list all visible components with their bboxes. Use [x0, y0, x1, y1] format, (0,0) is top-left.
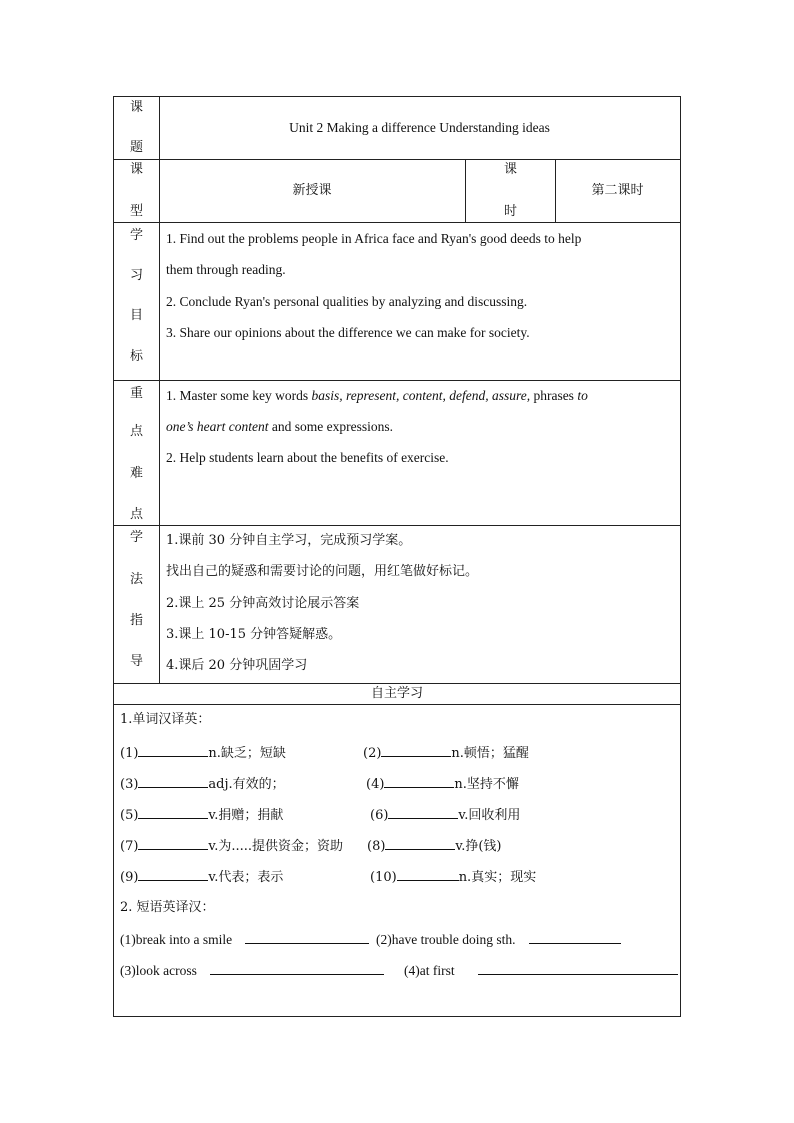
- text: 1. Master some key words: [166, 388, 312, 403]
- answer-blank[interactable]: [478, 962, 678, 975]
- answer-blank[interactable]: [384, 775, 454, 788]
- answer-blank[interactable]: [381, 744, 451, 757]
- phrase: (1)break into a smile: [120, 932, 233, 947]
- method-line: 2.课上 25 分钟高效讨论展示答案: [166, 596, 360, 611]
- answer-blank[interactable]: [138, 868, 208, 881]
- key-point-line: 2. Help students learn about the benefits of exercise.: [166, 450, 449, 465]
- text: to: [577, 388, 588, 403]
- word-item: [120, 744, 286, 762]
- row-divider: [113, 159, 681, 160]
- row-divider: [113, 380, 681, 381]
- table-border: [113, 96, 681, 97]
- label-char: 目: [130, 308, 144, 323]
- text: phrases: [530, 388, 578, 403]
- answer-blank[interactable]: [388, 806, 458, 819]
- label-char: 型: [130, 204, 144, 219]
- word-meaning: n.坚持不懈: [454, 777, 519, 792]
- label-char: 指: [130, 613, 144, 628]
- key-words: basis, represent, content, defend, assure,: [311, 388, 531, 403]
- item-number: (5): [120, 808, 139, 823]
- word-meaning: n.顿悟；猛醒: [451, 746, 529, 761]
- label-char: 习: [130, 268, 144, 283]
- objective-line: 1. Find out the problems people in Africa face and Ryan's good deeds to help: [166, 231, 582, 246]
- answer-blank[interactable]: [529, 931, 621, 944]
- section-heading: 2. 短语英译汉：: [120, 900, 215, 915]
- section-title: 自主学习: [370, 686, 423, 701]
- word-meaning: v.回收利用: [458, 808, 521, 823]
- phrase-item: [120, 931, 369, 948]
- key-point-line: [166, 388, 588, 404]
- lesson-title: Unit 2 Making a difference Understanding ideas: [289, 120, 550, 135]
- label-char: 课: [504, 162, 518, 177]
- lesson-period: 第二课时: [591, 183, 644, 198]
- label-char: 重: [130, 386, 144, 401]
- word-item: [370, 868, 536, 886]
- answer-blank[interactable]: [385, 837, 455, 850]
- column-divider: [465, 159, 466, 222]
- label-char: 标: [130, 349, 144, 364]
- word-item: [363, 744, 529, 762]
- method-line: 找出自己的疑惑和需要讨论的问题，用红笔做好标记。: [166, 564, 479, 579]
- table-border: [113, 1016, 681, 1017]
- word-meaning: v.挣(钱): [455, 839, 502, 854]
- label-char: 点: [130, 507, 144, 522]
- label-char: 课: [130, 100, 144, 115]
- label-char: 学: [130, 530, 144, 545]
- label-char: 题: [130, 140, 144, 155]
- answer-blank[interactable]: [138, 806, 208, 819]
- word-meaning: v.代表；表示: [208, 870, 284, 885]
- item-number: (2): [363, 746, 382, 761]
- answer-blank[interactable]: [210, 962, 384, 975]
- method-line: 3.课上 10-15 分钟答疑解惑。: [166, 627, 342, 642]
- label-char: 课: [130, 162, 144, 177]
- answer-blank[interactable]: [397, 868, 459, 881]
- objective-line: 2. Conclude Ryan's personal qualities by analyzing and discussing.: [166, 294, 528, 309]
- word-item: [370, 806, 520, 824]
- phrase-item: [120, 962, 384, 979]
- row-divider: [113, 525, 681, 526]
- label-char: 法: [130, 572, 144, 587]
- phrase-item: [376, 931, 621, 948]
- answer-blank[interactable]: [138, 837, 208, 850]
- table-border: [113, 96, 114, 1017]
- word-item: [120, 837, 343, 855]
- answer-blank[interactable]: [138, 744, 208, 757]
- section-heading: 1.单词汉译英：: [120, 712, 211, 727]
- phrase: (2)have trouble doing sth.: [376, 932, 516, 947]
- word-item: [120, 868, 283, 886]
- table-border: [680, 96, 681, 1017]
- text: and some expressions.: [268, 419, 393, 434]
- phrase: (3)look across: [120, 963, 197, 978]
- answer-blank[interactable]: [245, 931, 369, 944]
- word-meaning: v.捐赠；捐献: [208, 808, 284, 823]
- word-meaning: adj.有效的；: [208, 777, 285, 792]
- label-char: 时: [504, 204, 518, 219]
- lesson-type: 新授课: [292, 183, 332, 198]
- item-number: (4): [366, 777, 385, 792]
- row-divider: [113, 683, 681, 684]
- phrase-item: [404, 962, 678, 979]
- label-char: 难: [130, 466, 144, 481]
- label-char: 学: [130, 228, 144, 243]
- phrase: (4)at first: [404, 963, 455, 978]
- answer-blank[interactable]: [138, 775, 208, 788]
- key-point-line: [166, 419, 393, 435]
- word-item: [366, 775, 519, 793]
- item-number: (8): [367, 839, 386, 854]
- label-char: 点: [130, 424, 144, 439]
- word-item: [120, 806, 283, 824]
- method-line: 1.课前 30 分钟自主学习，完成预习学案。: [166, 533, 412, 548]
- word-item: [120, 775, 285, 793]
- row-divider: [113, 704, 681, 705]
- item-number: (1): [120, 746, 139, 761]
- word-meaning: v.为.....提供资金；资助: [208, 839, 344, 854]
- objective-line: them through reading.: [166, 262, 286, 277]
- word-meaning: n.缺乏；短缺: [208, 746, 286, 761]
- item-number: (10): [370, 870, 397, 885]
- word-item: [367, 837, 502, 855]
- method-line: 4.课后 20 分钟巩固学习: [166, 658, 308, 673]
- word-meaning: n.真实；现实: [458, 870, 537, 885]
- item-number: (9): [120, 870, 139, 885]
- item-number: (6): [370, 808, 389, 823]
- label-char: 导: [130, 654, 144, 669]
- item-number: (7): [120, 839, 139, 854]
- key-phrase: one’s heart content: [166, 419, 269, 434]
- item-number: (3): [120, 777, 139, 792]
- objective-line: 3. Share our opinions about the difference we can make for society.: [166, 325, 530, 340]
- row-divider: [113, 222, 681, 223]
